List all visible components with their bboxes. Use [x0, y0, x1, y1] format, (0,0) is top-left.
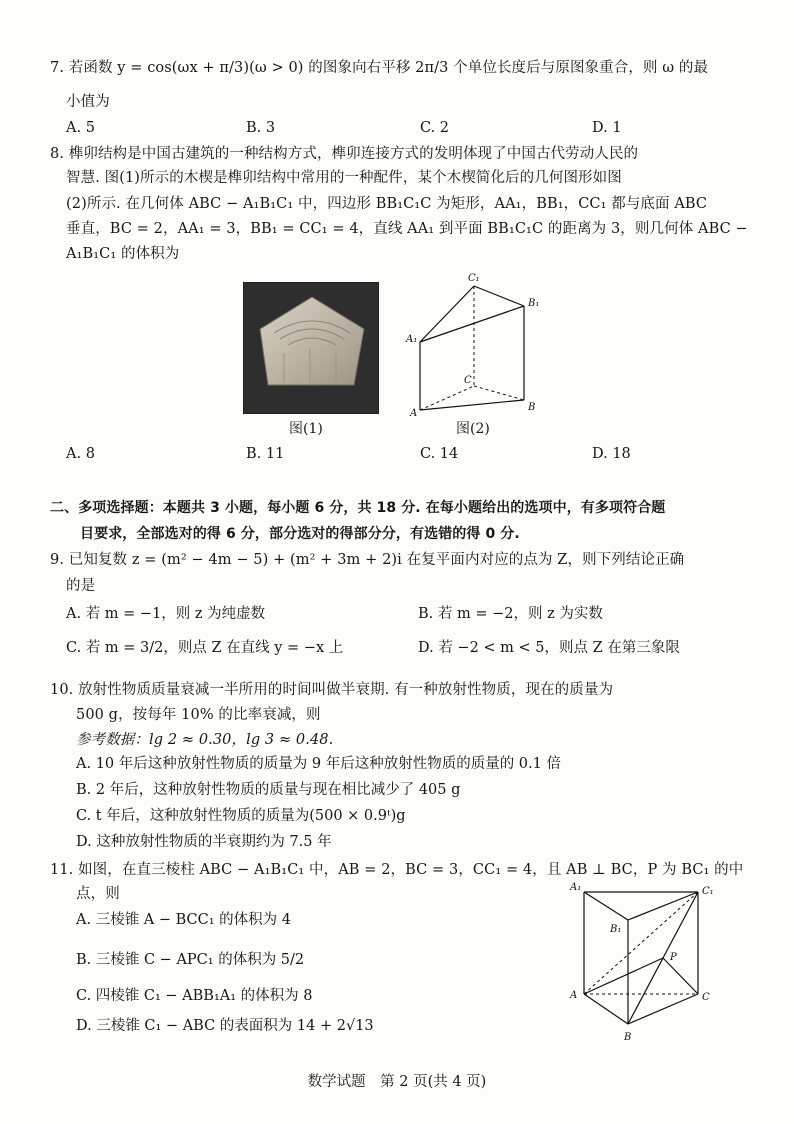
q7-stem-line1: 7. 若函数 y = cos(ωx + π/3)(ω > 0) 的图象向右平移 2π/3 个单位长度后与原图象重合，则 ω 的最: [50, 60, 709, 76]
q9-option-c: C. 若 m = 3/2，则点 Z 在直线 y = −x 上: [66, 640, 344, 656]
prism-label-a: A: [570, 990, 578, 1001]
q9-option-d: D. 若 −2 < m < 5，则点 Z 在第三象限: [418, 640, 680, 656]
q8-option-c: C. 14: [420, 446, 459, 462]
figure-1-caption: 图(1): [289, 421, 323, 437]
page-footer: 数学试题 第 2 页(共 4 页): [307, 1074, 487, 1090]
q11-option-b: B. 三棱锥 C − APC₁ 的体积为 5/2: [76, 952, 305, 968]
label-b: B: [528, 402, 536, 413]
q11-option-d: D. 三棱锥 C₁ − ABC 的表面积为 14 + 2√13: [76, 1018, 374, 1034]
q9-option-a: A. 若 m = −1，则 z 为纯虚数: [66, 606, 266, 622]
q9-stem-line2: 的是: [66, 578, 96, 594]
prism-label-b1: B₁: [610, 924, 622, 935]
label-a: A: [410, 408, 418, 419]
q8-stem-line4: 垂直，BC = 2，AA₁ = 3，BB₁ = CC₁ = 4，直线 AA₁ 到平面 BB₁C₁C 的距离为 3，则几何体 ABC −: [66, 221, 748, 237]
q8-option-b: B. 11: [246, 446, 285, 462]
q11-option-c: C. 四棱锥 C₁ − ABB₁A₁ 的体积为 8: [76, 988, 313, 1004]
q10-reference-data: 参考数据：lg 2 ≈ 0.30，lg 3 ≈ 0.48.: [76, 732, 334, 748]
prism-label-b: B: [624, 1032, 632, 1043]
section-2-header-line2: 目要求，全部选对的得 6 分，部分选对的得部分分，有选错的得 0 分.: [80, 526, 520, 542]
q7-option-d: D. 1: [592, 120, 622, 136]
q7-stem-line2: 小值为: [66, 94, 110, 110]
q8-stem-line5: A₁B₁C₁ 的体积为: [66, 246, 180, 262]
q11-stem-line1: 11. 如图，在直三棱柱 ABC − A₁B₁C₁ 中，AB = 2，BC = 3，CC₁ = 4，且 AB ⊥ BC，P 为 BC₁ 的中: [50, 862, 744, 878]
q7-option-a: A. 5: [66, 120, 95, 136]
prism-label-a1: A₁: [570, 882, 582, 893]
q10-stem-line1: 10. 放射性物质质量衰减一半所用的时间叫做半衰期. 有一种放射性物质，现在的质量为: [50, 682, 614, 698]
section-2-header-line1: 二、多项选择题：本题共 3 小题，每小题 6 分，共 18 分. 在每小题给出的选项中，有多项符合题: [50, 500, 666, 516]
q8-option-d: D. 18: [592, 446, 631, 462]
q7-option-c: C. 2: [420, 120, 450, 136]
wooden-wedge-photo: [243, 282, 379, 414]
label-c1: C₁: [468, 273, 480, 284]
q8-stem-line2: 智慧. 图(1)所示的木楔是榫卯结构中常用的一种配件，某个木楔简化后的几何图形如图: [66, 170, 622, 186]
q10-option-b: B. 2 年后，这种放射性物质的质量与现在相比减少了 405 g: [76, 782, 461, 798]
q11-stem-line2: 点，则: [76, 886, 120, 902]
q10-option-d: D. 这种放射性物质的半衰期约为 7.5 年: [76, 834, 332, 850]
q9-stem-line1: 9. 已知复数 z = (m² − 4m − 5) + (m² + 3m + 2)i 在复平面内对应的点为 Z，则下列结论正确: [50, 552, 685, 568]
prism-label-c1: C₁: [702, 886, 714, 897]
q8-stem-line1: 8. 榫卯结构是中国古建筑的一种结构方式，榫卯连接方式的发明体现了中国古代劳动人民的: [50, 146, 639, 162]
q7-option-b: B. 3: [246, 120, 276, 136]
q11-option-a: A. 三棱锥 A − BCC₁ 的体积为 4: [76, 912, 292, 928]
label-b1: B₁: [528, 298, 540, 309]
q9-option-b: B. 若 m = −2，则 z 为实数: [418, 606, 603, 622]
prism-label-p: P: [670, 952, 677, 963]
q10-option-c: C. t 年后，这种放射性物质的质量为(500 × 0.9ᵗ)g: [76, 808, 406, 824]
wedge-geometry-figure: [398, 268, 548, 420]
label-a1: A₁: [406, 334, 418, 345]
label-c: C: [464, 375, 472, 386]
q10-stem-line2: 500 g，按每年 10% 的比率衰减，则: [76, 707, 321, 723]
prism-label-c: C: [702, 992, 710, 1003]
q8-option-a: A. 8: [66, 446, 95, 462]
figure-2-caption: 图(2): [456, 421, 490, 437]
q10-option-a: A. 10 年后这种放射性物质的质量为 9 年后这种放射性物质的质量的 0.1 倍: [76, 756, 561, 772]
prism-figure: [566, 880, 726, 1046]
q8-stem-line3: (2)所示. 在几何体 ABC − A₁B₁C₁ 中，四边形 BB₁C₁C 为矩形，AA₁，BB₁，CC₁ 都与底面 ABC: [66, 196, 708, 212]
